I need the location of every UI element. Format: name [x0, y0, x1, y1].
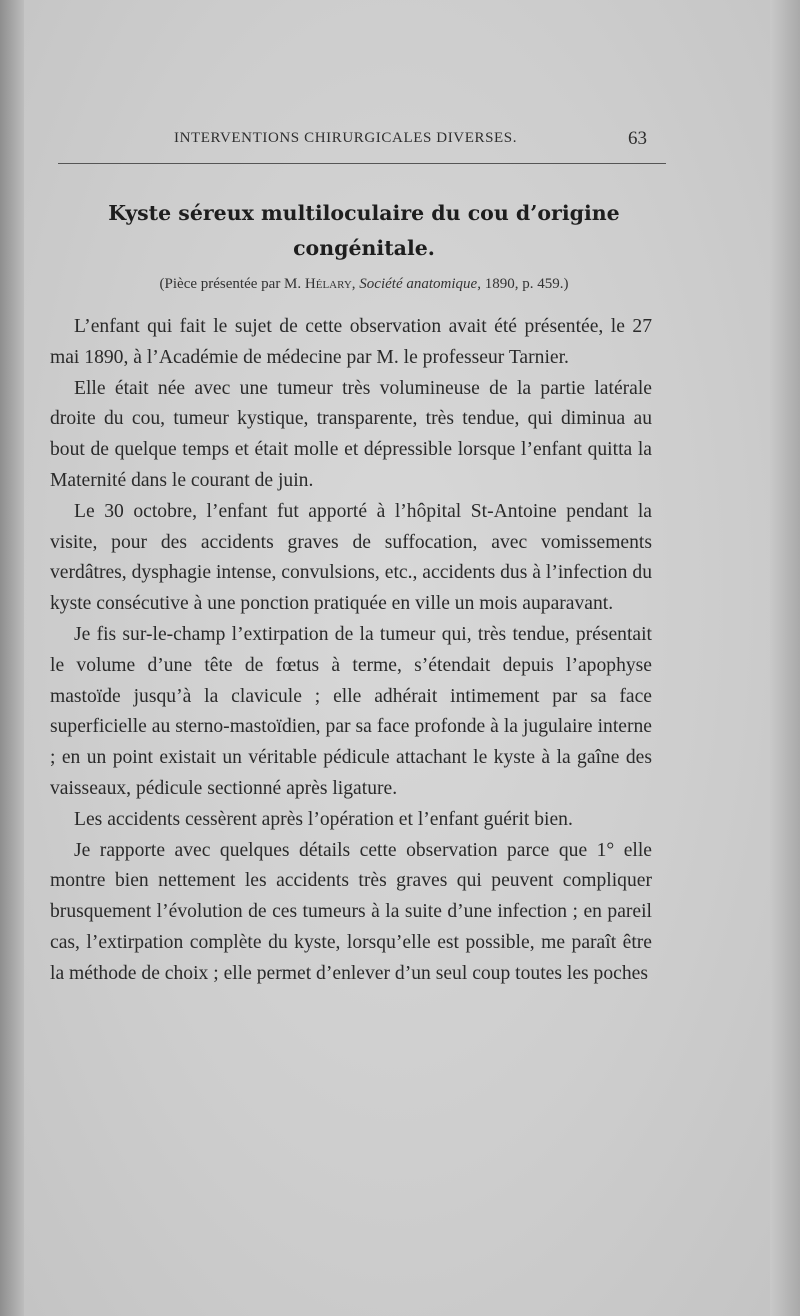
running-title: INTERVENTIONS CHIRURGICALES DIVERSES. — [174, 130, 518, 146]
source-open: (Pièce présentée par M. — [159, 276, 302, 292]
page-number: 63 — [628, 128, 647, 149]
paragraph-2: Elle était née avec une tumeur très volumineuse de la partie latérale droite du cou, tumeur kystique, transparente, très tendue, qui diminua au bout de quelque temps et était molle et dépressible lorsque l’enfant quitta la Maternité dans le courant de juin. — [50, 377, 652, 491]
source-author: Hélary — [304, 276, 352, 292]
body-text — [50, 312, 652, 990]
paragraph-6: Je rapporte avec quelques détails cette observation parce que 1° elle montre bien nettement les accidents très graves qui peuvent compliquer brusquement l’évolution de ces tumeurs à la suite d’une infection ; en pareil cas, l’extirpation complète du kyste, lorsqu’elle est possible, me paraît être la méthode de choix ; elle permet d’enlever d’un seul coup toutes les poches — [50, 839, 652, 984]
book-page — [24, 0, 770, 1316]
scan-edge-left — [0, 0, 24, 1316]
header-rule — [58, 163, 666, 164]
paragraph-3: Le 30 octobre, l’enfant fut apporté à l’hôpital St-Antoine pendant la visite, pour des accidents graves de suffocation, avec vomissements verdâtres, dysphagie intense, convulsions, etc., accidents dus à l’infection du kyste consécutive à une ponction pratiquée en ville un mois auparavant. — [50, 500, 652, 615]
source-journal: Société anatomique — [359, 276, 478, 292]
running-head — [24, 130, 770, 154]
source-close: , 1890, p. 459.) — [477, 276, 569, 292]
source-note — [64, 276, 664, 293]
paragraph-5: Les accidents cessèrent après l’opération et l’enfant guérit bien. — [74, 808, 573, 830]
article-title: Kyste séreux multiloculaire du cou d’origine congénitale. — [108, 201, 620, 260]
paragraph-1: L’enfant qui fait le sujet de cette observation avait été présentée, le 27 mai 1890, à l’Académie de médecine par M. le professeur Tarnier. — [50, 316, 652, 368]
source-separator: , — [351, 276, 356, 292]
scan-edge-right — [770, 0, 800, 1316]
paragraph-4: Je fis sur-le-champ l’extirpation de la tumeur qui, très tendue, présentait le volume d’une tête de fœtus à terme, s’étendait depuis l’apophyse mastoïde jusqu’à la clavicule ; elle adhérait intimement par sa face superficielle au sterno-mastoïdien, par sa face profonde à la jugulaire interne ; en un point existait un véritable pédicule attachant le kyste à la gaîne des vaisseaux, pédicule sectionné après ligature. — [50, 623, 652, 799]
